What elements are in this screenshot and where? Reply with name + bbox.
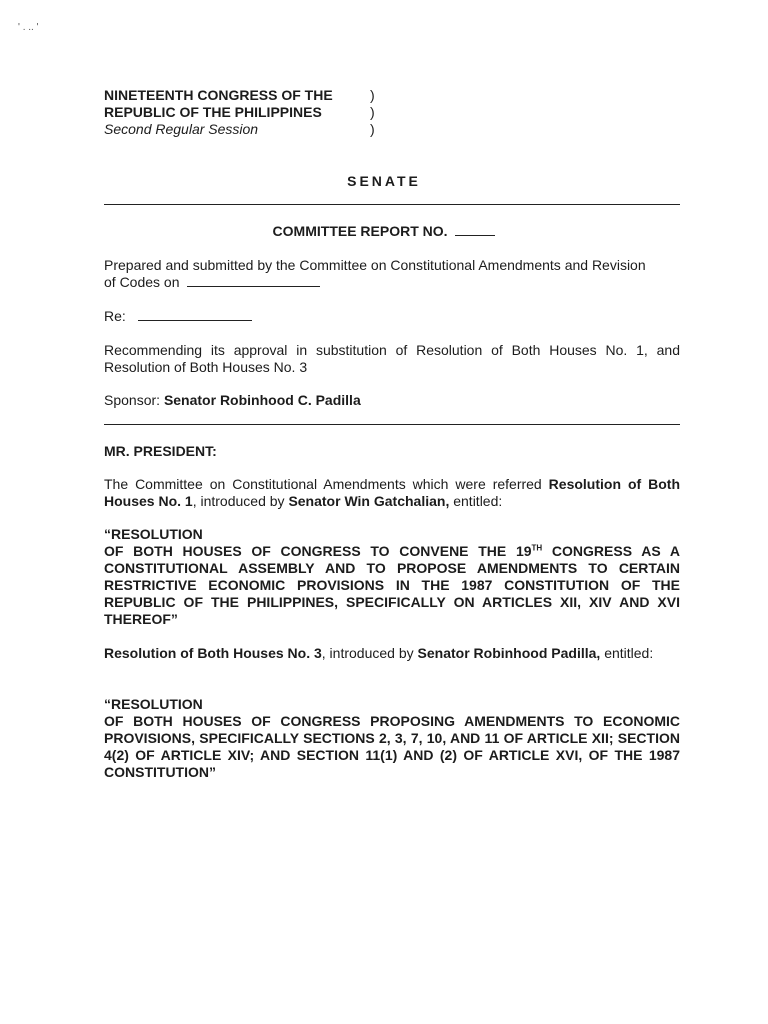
sponsor-label: Sponsor: bbox=[104, 392, 161, 408]
sponsor-name: Senator Robinhood C. Padilla bbox=[163, 392, 361, 408]
header-line-3: Second Regular Session bbox=[104, 121, 259, 137]
resolution-1-superscript: TH bbox=[531, 543, 543, 553]
re-label: Re: bbox=[104, 308, 126, 324]
second-text-1: , introduced by bbox=[321, 645, 418, 661]
resolution-2-text: OF BOTH HOUSES OF CONGRESS PROPOSING AMENDMENTS TO ECONOMIC PROVISIONS, SPECIFICALLY SECTIONS 2, 3, 7, 10, AND 11 OF ARTICLE XII; SECTION 4(2) OF ARTICLE XIV; AND SECTION 11(1) AND (2) OF ARTICLE XVI, OF THE 1987 CONSTITUTION” bbox=[104, 713, 680, 780]
resolution-2-title bbox=[104, 696, 680, 781]
codes-date-blank bbox=[187, 285, 320, 287]
senate-title: SENATE bbox=[347, 173, 421, 189]
congress-header bbox=[104, 87, 380, 138]
header-paren-3: ) bbox=[370, 121, 375, 137]
salutation: MR. PRESIDENT: bbox=[104, 443, 217, 459]
divider-bottom bbox=[104, 424, 680, 425]
sponsor-line bbox=[104, 392, 680, 409]
header-paren-1: ) bbox=[370, 87, 375, 103]
resolution-2-heading: “RESOLUTION bbox=[104, 696, 203, 712]
prepared-line-2: of Codes on bbox=[104, 274, 180, 290]
intro-text-3: entitled: bbox=[449, 493, 503, 509]
divider-top bbox=[104, 204, 680, 205]
body-intro-paragraph bbox=[104, 476, 680, 510]
second-text-2: entitled: bbox=[600, 645, 654, 661]
author-2-ref: Senator Robinhood Padilla, bbox=[417, 645, 601, 661]
re-line bbox=[104, 308, 680, 325]
resolution-3-ref: Resolution of Both Houses No. 3 bbox=[104, 645, 322, 661]
resolution-1-title bbox=[104, 526, 680, 628]
recommendation-paragraph: Recommending its approval in substitution of Resolution of Both Houses No. 1, and Resolution of Both Houses No. 3 bbox=[104, 342, 680, 375]
resolution-1-ref: Resolution of Both Houses No. 1 bbox=[104, 476, 680, 509]
intro-text-1: The Committee on Constitutional Amendments which were referred bbox=[104, 476, 549, 492]
header-line-1: NINETEENTH CONGRESS OF THE bbox=[104, 87, 333, 103]
prepared-line-1: Prepared and submitted by the Committee on Constitutional Amendments and Revision bbox=[104, 257, 646, 273]
prepared-line-2-row bbox=[104, 274, 680, 291]
author-1-ref: Senator Win Gatchalian, bbox=[288, 493, 450, 509]
body-second-paragraph bbox=[104, 645, 680, 662]
report-title-line bbox=[0, 223, 768, 239]
header-paren-2: ) bbox=[370, 104, 375, 120]
resolution-1-heading: “RESOLUTION bbox=[104, 526, 203, 542]
re-blank bbox=[138, 319, 252, 321]
scan-speck: ' . .. ' bbox=[18, 22, 39, 33]
resolution-1-text-1: OF BOTH HOUSES OF CONGRESS TO CONVENE THE 19 bbox=[104, 543, 532, 559]
header-line-2: REPUBLIC OF THE PHILIPPINES bbox=[104, 104, 322, 120]
prepared-paragraph bbox=[104, 257, 680, 291]
intro-text-2: , introduced by bbox=[192, 493, 289, 509]
report-number-blank bbox=[455, 234, 495, 236]
report-title: COMMITTEE REPORT NO. bbox=[272, 223, 448, 239]
resolution-1-text-2: CONGRESS AS A CONSTITUTIONAL ASSEMBLY AND TO PROPOSE AMENDMENTS TO CERTAIN RESTRICTIVE ECONOMIC PROVISIONS IN THE 1987 CONSTITUTION OF THE REPUBLIC OF THE PHILIPPINES, SPECIFICALLY ON ARTICLES XII, XIV AND XVI THEREOF” bbox=[104, 543, 680, 627]
